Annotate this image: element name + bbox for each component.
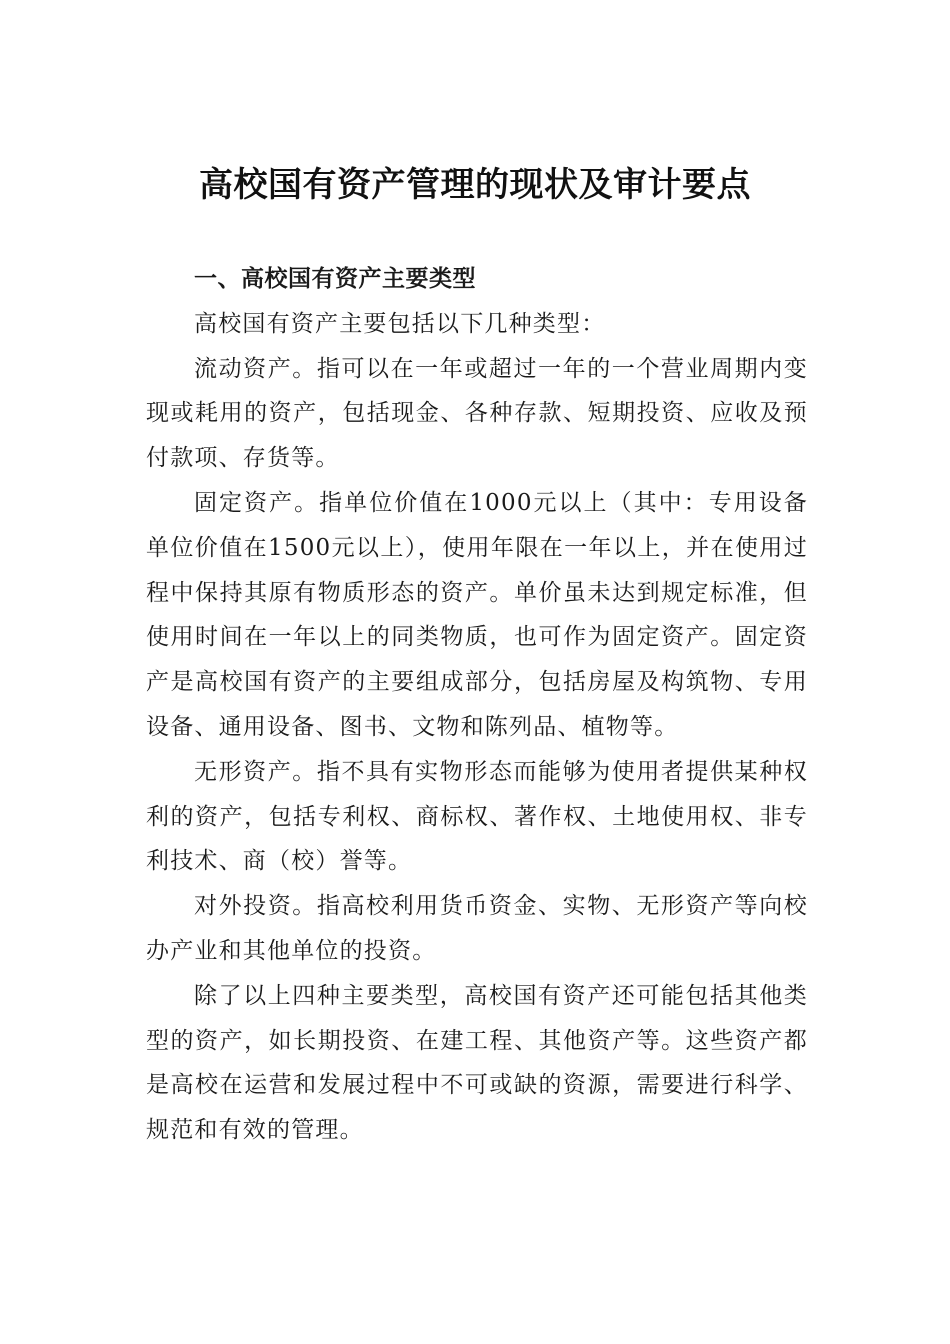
- paragraph-other-assets: 除了以上四种主要类型，高校国有资产还可能包括其他类型的资产，如长期投资、在建工程、其他资产等。这些资产都是高校在运营和发展过程中不可或缺的资源，需要进行科学、规范和有效的管理。: [146, 982, 808, 1144]
- paragraph-fixed-assets: 固定资产。指单位价值在1000元以上（其中：专用设备单位价值在1500元以上），使用年限在一年以上，并在使用过程中保持其原有物质形态的资产。单价虽未达到规定标准，但使用时间在一年以上的同类物质，也可作为固定资产。固定资产是高校国有资产的主要组成部分，包括房屋及构筑物、专用设备、通用设备、图书、文物和陈列品、植物等。: [146, 489, 808, 740]
- document-title: 高校国有资产管理的现状及审计要点: [199, 165, 751, 205]
- paragraph-current-assets: 流动资产。指可以在一年或超过一年的一个营业周期内变现或耗用的资产，包括现金、各种存款、短期投资、应收及预付款项、存货等。: [146, 355, 808, 472]
- paragraph-external-investment: 对外投资。指高校利用货币资金、实物、无形资产等向校办产业和其他单位的投资。: [146, 893, 808, 964]
- document-body: [146, 257, 808, 1153]
- section-heading: 一、高校国有资产主要类型: [194, 266, 476, 292]
- paragraph-intro: 高校国有资产主要包括以下几种类型：: [194, 310, 606, 337]
- paragraph-intangible-assets: 无形资产。指不具有实物形态而能够为使用者提供某种权利的资产，包括专利权、商标权、著作权、土地使用权、非专利技术、商（校）誉等。: [146, 758, 808, 875]
